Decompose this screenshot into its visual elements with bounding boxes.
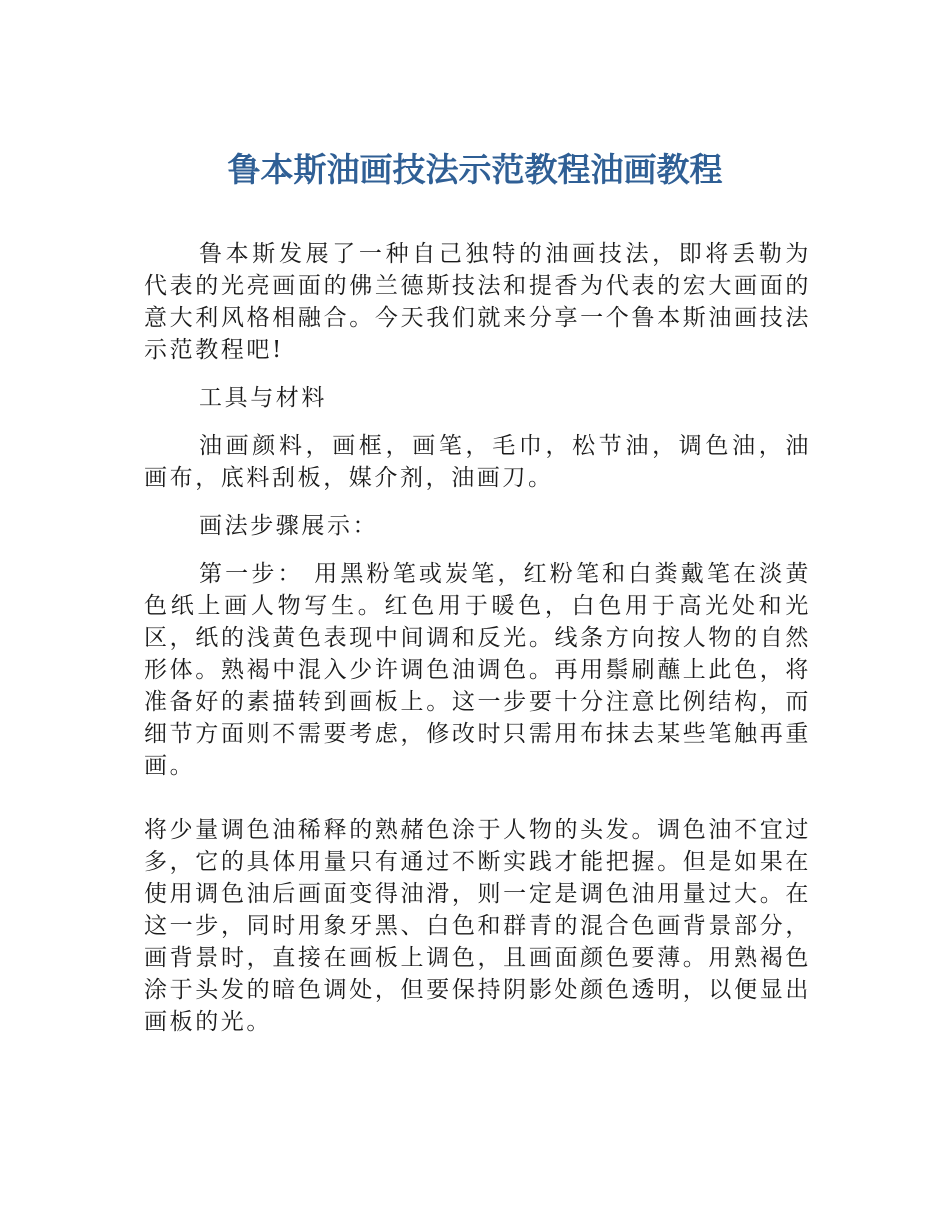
intro-paragraph: 鲁本斯发展了一种自己独特的油画技法，即将丢勒为代表的光亮画面的佛兰德斯技法和提香为代表的宏大画面的意大利风格相融合。今天我们就来分享一个鲁本斯油画技法示范教程吧! xyxy=(144,241,811,363)
steps-heading: 画法步骤展示： xyxy=(199,513,379,539)
document-title: 鲁本斯油画技法示范教程油画教程 xyxy=(227,150,723,189)
step-one-paragraph: 第一步： 用黑粉笔或炭笔，红粉笔和白粪戴笔在淡黄色纸上画人物写生。红色用于暖色，白色用于高光处和光区，纸的浅黄色表现中间调和反光。线条方向按人物的自然形体。熟褐中混入少许调色油调色。再用鬃刷蘸上此色，将准备好的素描转到画板上。这一步要十分注意比例结构，而细节方面则不需要考虑，修改时只需用布抹去某些笔触再重画。 xyxy=(144,561,811,779)
tools-heading: 工具与材料 xyxy=(199,385,327,411)
step-two-paragraph: 将少量调色油稀释的熟赭色涂于人物的头发。调色油不宜过多，它的具体用量只有通过不断实践才能把握。但是如果在使用调色油后画面变得油滑，则一定是调色油用量过大。在这一步，同时用象牙黑、白色和群青的混合色画背景部分，画背景时，直接在画板上调色，且画面颜色要薄。用熟褐色涂于头发的暗色调处，但要保持阴影处颜色透明，以便显出画板的光。 xyxy=(144,817,811,1035)
tools-list-paragraph: 油画颜料，画框，画笔，毛巾，松节油，调色油，油画布，底料刮板，媒介剂，油画刀。 xyxy=(144,433,811,491)
document-body xyxy=(144,238,811,1038)
